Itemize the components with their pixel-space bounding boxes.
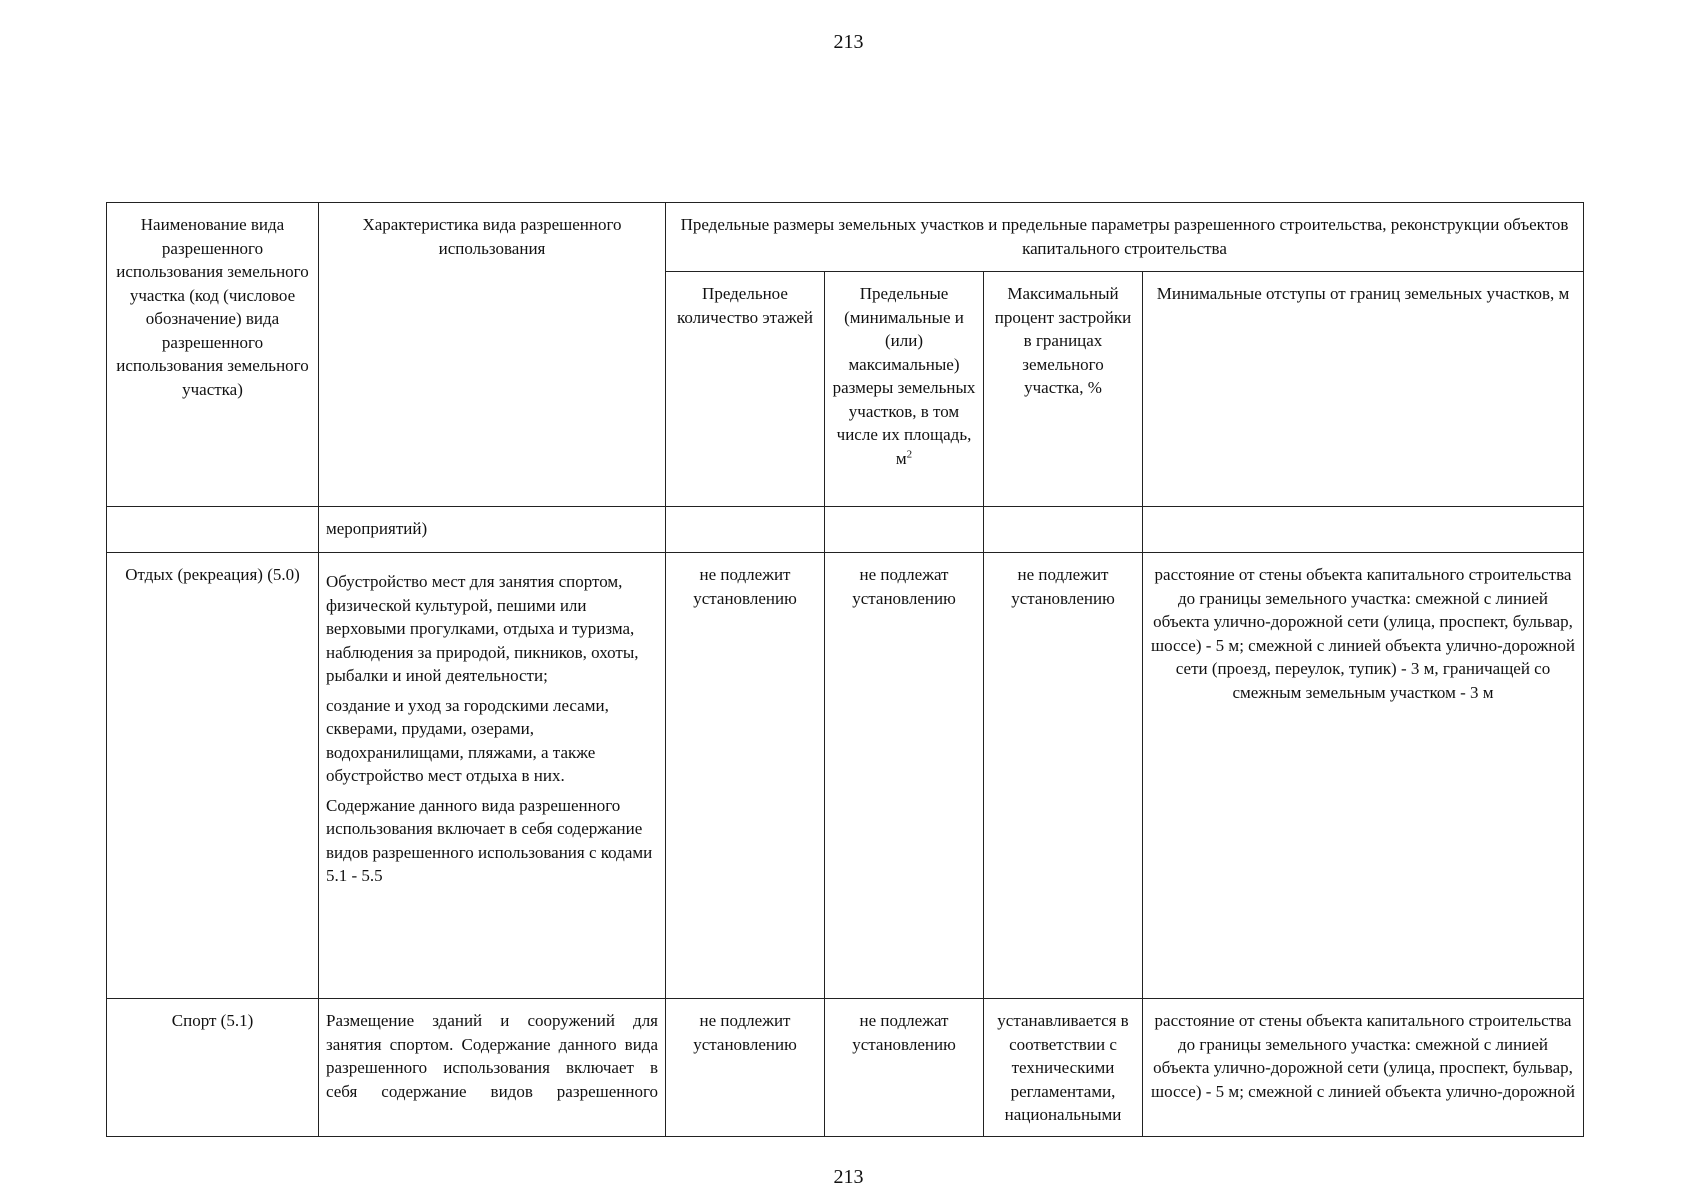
characteristic-paragraph: мероприятий) bbox=[326, 519, 428, 538]
characteristic-paragraph: создание и уход за городскими лесами, скверами, прудами, озерами, водохранилищами, пляжами, а также обустройство мест отдыха в них. bbox=[326, 695, 609, 785]
row-floors bbox=[666, 507, 825, 553]
row-sizes bbox=[825, 507, 984, 553]
row-percent: устанавливается в соответствии с техническими регламентами, национальными bbox=[984, 999, 1143, 1137]
characteristic-paragraph: Размещение зданий и сооружений для занятия спортом. Содержание данного вида разрешенного использования включает в себя содержание видов разрешенного bbox=[326, 1011, 658, 1101]
header-floors: Предельное количество этажей bbox=[666, 272, 825, 507]
row-percent bbox=[984, 507, 1143, 553]
row-sizes: не подлежат установлению bbox=[825, 553, 984, 999]
row-floors: не подлежит установлению bbox=[666, 999, 825, 1137]
table-row bbox=[107, 999, 1584, 1137]
page-number-bottom: 213 bbox=[833, 1166, 864, 1188]
header-limits-group: Предельные размеры земельных участков и предельные параметры разрешенного строительства, реконструкции объектов капитального строительства bbox=[666, 203, 1584, 272]
page-number-top: 213 bbox=[833, 31, 864, 53]
header-characteristic: Характеристика вида разрешенного использования bbox=[319, 203, 666, 507]
row-percent: не подлежит установлению bbox=[984, 553, 1143, 999]
header-setbacks: Минимальные отступы от границ земельных участков, м bbox=[1143, 272, 1584, 507]
header-name: Наименование вида разрешенного использования земельного участка (код (числовое обозначение) вида разрешенного использования земельного участка) bbox=[107, 203, 319, 507]
table-row bbox=[107, 507, 1584, 553]
row-setbacks bbox=[1143, 507, 1584, 553]
land-use-table bbox=[106, 202, 1584, 1137]
header-sizes-sup: 2 bbox=[906, 447, 913, 460]
row-floors: не подлежит установлению bbox=[666, 553, 825, 999]
characteristic-paragraph: Содержание данного вида разрешенного использования включает в себя содержание видов разрешенного использования с кодами 5.1 - 5.5 bbox=[326, 795, 653, 885]
row-name: Отдых (рекреация) (5.0) bbox=[107, 553, 319, 999]
header-row-1 bbox=[107, 203, 1584, 272]
row-sizes: не подлежат установлению bbox=[825, 999, 984, 1137]
characteristic-paragraph: Обустройство мест для занятия спортом, физической культурой, пешими или верховыми прогулками, отдыха и туризма, наблюдения за природой, пикников, охоты, рыбалки и иной деятельности; bbox=[326, 572, 639, 685]
table-row bbox=[107, 553, 1584, 999]
row-characteristic bbox=[319, 999, 666, 1137]
row-characteristic bbox=[319, 507, 666, 553]
row-name bbox=[107, 507, 319, 553]
row-setbacks: расстояние от стены объекта капитального строительства до границы земельного участка: смежной с линией объекта улично-дорожной сети (улица, проспект, бульвар, шоссе) - 5 м; смежной с линией объекта улично-дорожной bbox=[1143, 999, 1584, 1137]
row-characteristic bbox=[319, 553, 666, 999]
row-setbacks: расстояние от стены объекта капитального строительства до границы земельного участка: смежной с линией объекта улично-дорожной сети (улица, проспект, бульвар, шоссе) - 5 м; смежной с линией объекта улично-дорожной сети (проезд, переулок, тупик) - 3 м, граничащей со смежным земельным участком - 3 м bbox=[1143, 553, 1584, 999]
row-name: Спорт (5.1) bbox=[107, 999, 319, 1137]
header-sizes-text: Предельные (минимальные и (или) максимальные) размеры земельных участков, в том числе их площадь, м bbox=[832, 284, 976, 468]
header-sizes bbox=[825, 272, 984, 507]
header-percent: Максимальный процент застройки в границах земельного участка, % bbox=[984, 272, 1143, 507]
